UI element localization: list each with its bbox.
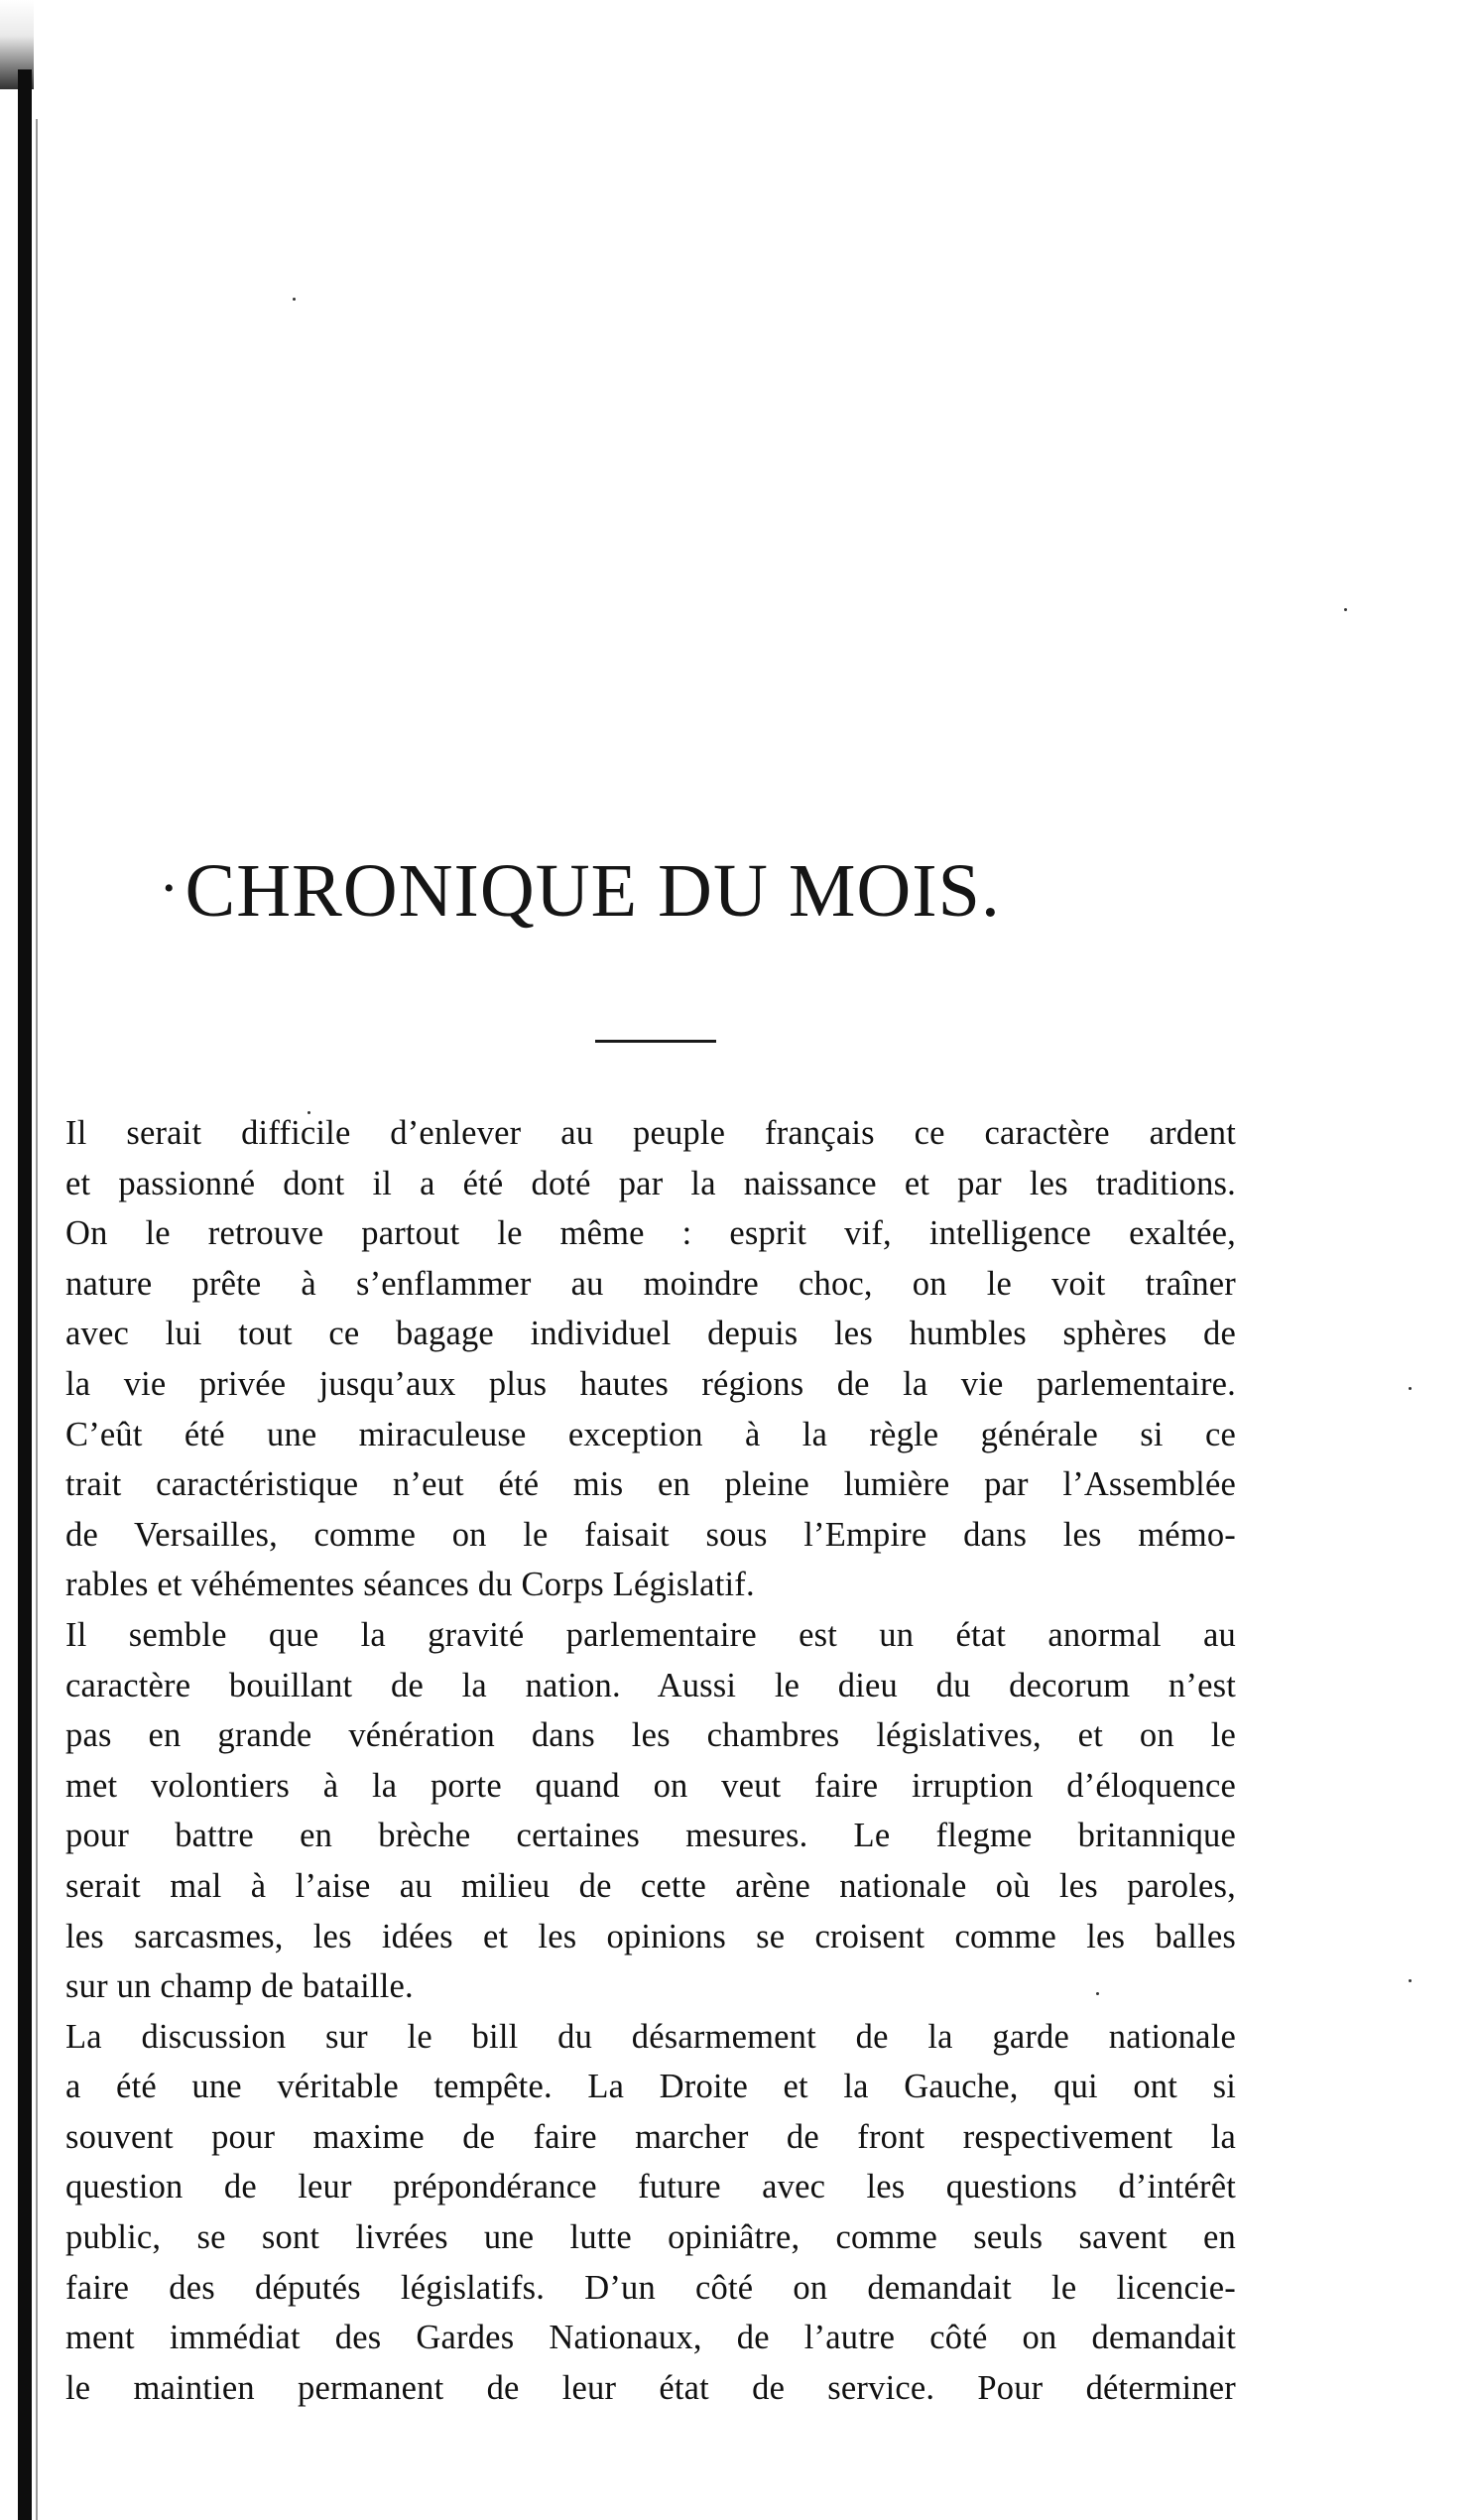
- text-line: rables et véhémentes séances du Corps Législatif.: [65, 1566, 755, 1604]
- text-line: et passionné dont il a été doté par la naissance et par les traditions.: [65, 1164, 1236, 1202]
- chapter-title: [164, 848, 1156, 935]
- text-line: a été une véritable tempête. La Droite et la Gauche, qui ont si: [65, 2068, 1236, 2106]
- paper-speck: [1409, 1979, 1412, 1982]
- text-line: met volontiers à la porte quand on veut faire irruption d’éloquence: [65, 1766, 1236, 1805]
- text-line: La discussion sur le bill du désarmement de la garde nationale: [65, 2017, 1236, 2056]
- text-line: souvent pour maxime de faire marcher de front respectivement la: [65, 2117, 1236, 2156]
- text-line: trait caractéristique n’eut été mis en pleine lumière par l’Assemblée: [65, 1465, 1236, 1504]
- text-line: pas en grande vénération dans les chambres législatives, et on le: [65, 1716, 1236, 1755]
- paper-speck: [293, 298, 296, 301]
- text-line: C’eût été une miraculeuse exception à la règle générale si ce: [65, 1415, 1236, 1453]
- title-mark: •: [164, 871, 176, 905]
- text-line: pour battre en brèche certaines mesures. Le flegme britannique: [65, 1817, 1236, 1855]
- chapter-title-text: CHRONIQUE DU MOIS.: [185, 849, 1001, 933]
- text-line: faire des députés législatifs. D’un côté on demandait le licencie-: [65, 2268, 1236, 2307]
- text-line: nature prête à s’enflammer au moindre choc, on le voit traîner: [65, 1264, 1236, 1303]
- text-line: question de leur prépondérance future avec les questions d’intérêt: [65, 2168, 1236, 2206]
- title-separator-rule: [595, 1040, 716, 1043]
- text-line: ment immédiat des Gardes Nationaux, de l’autre côté on demandait: [65, 2319, 1236, 2357]
- text-line: serait mal à l’aise au milieu de cette arène nationale où les paroles,: [65, 1866, 1236, 1905]
- text-line: le maintien permanent de leur état de service. Pour déterminer: [65, 2368, 1236, 2407]
- text-line: les sarcasmes, les idées et les opinions se croisent comme les balles: [65, 1917, 1236, 1955]
- text-line: On le retrouve partout le même : esprit vif, intelligence exaltée,: [65, 1214, 1236, 1253]
- text-line: sur un champ de bataille.: [65, 1967, 414, 2006]
- page-binding-edge: [18, 69, 32, 2520]
- page-binding-line: [36, 119, 38, 2520]
- paper-speck: [1344, 608, 1347, 611]
- text-line: Il semble que la gravité parlementaire est un état anormal au: [65, 1615, 1236, 1654]
- text-line: la vie privée jusqu’aux plus hautes régions de la vie parlementaire.: [65, 1364, 1236, 1403]
- text-line: caractère bouillant de la nation. Aussi le dieu du decorum n’est: [65, 1666, 1236, 1704]
- text-line: de Versailles, comme on le faisait sous l’Empire dans les mémo-: [65, 1515, 1236, 1554]
- paper-speck: [1409, 1387, 1412, 1390]
- chronicle-body-text: [65, 1108, 1236, 2413]
- text-line: Il serait difficile d’enlever au peuple français ce caractère ardent: [65, 1114, 1236, 1152]
- text-line: avec lui tout ce bagage individuel depuis les humbles sphères de: [65, 1315, 1236, 1353]
- text-line: public, se sont livrées une lutte opiniâtre, comme seuls savent en: [65, 2218, 1236, 2257]
